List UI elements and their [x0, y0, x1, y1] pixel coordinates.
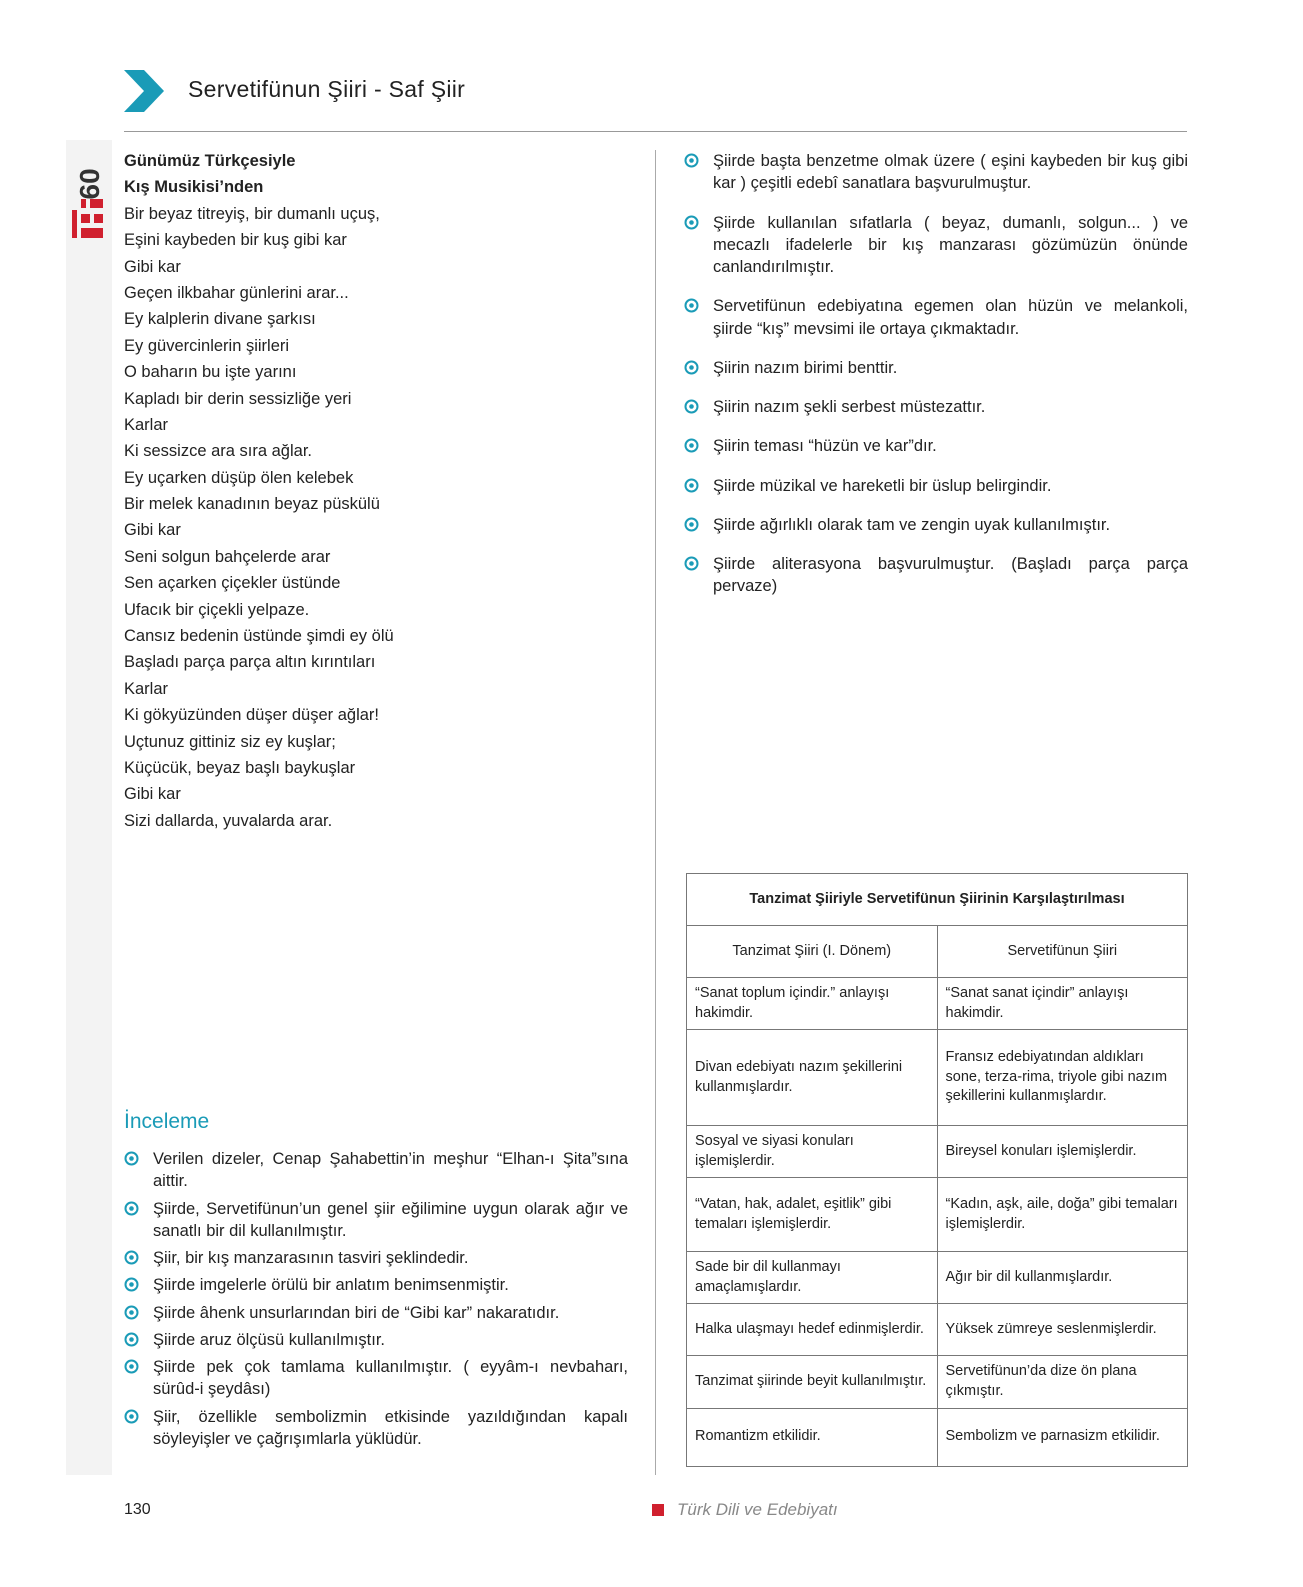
poem — [124, 148, 624, 834]
table-cell-tanzimat: Romantizm etkilidir. — [687, 1408, 938, 1466]
list-item-text: Şiirde aruz ölçüsü kullanılmıştır. — [153, 1330, 386, 1349]
poem-line: Ki gökyüzünden düşer düşer ağlar! — [124, 706, 379, 725]
table-cell-tanzimat: Sade bir dil kullanmayı amaçlamışlardır. — [687, 1252, 938, 1304]
bullet-icon — [124, 1359, 139, 1374]
list-item — [684, 150, 1188, 195]
poem-line: Ey kalplerin divane şarkısı — [124, 310, 316, 329]
list-item-text: Şiirin teması “hüzün ve kar”dır. — [713, 437, 937, 456]
list-item-text: Şiirde ağırlıklı olarak tam ve zengin uyak kullanılmıştır. — [713, 515, 1111, 534]
table-cell-tanzimat: Halka ulaşmayı hedef edinmişlerdir. — [687, 1304, 938, 1356]
section-heading: İnceleme — [124, 1110, 210, 1133]
table-row — [687, 1356, 1188, 1408]
poem-line: Karlar — [124, 415, 169, 434]
bullet-icon — [124, 1332, 139, 1347]
list-item-text: Şiir, özellikle sembolizmin etkisinde yazıldığından kapalı söyleyişler ve çağrışımlarla yüklüdür. — [153, 1407, 628, 1448]
bullet-icon — [684, 215, 699, 230]
poem-line: Gibi kar — [124, 785, 181, 804]
list-item-text: Şiirin nazım şekli serbest müstezattır. — [713, 398, 986, 417]
bullet-icon — [124, 1250, 139, 1265]
table-row — [687, 1126, 1188, 1178]
table-row — [687, 978, 1188, 1030]
table-cell-tanzimat: Tanzimat şiirinde beyit kullanılmıştır. — [687, 1356, 938, 1408]
list-item — [684, 435, 1188, 457]
list-item — [124, 1302, 628, 1324]
table-title: Tanzimat Şiiriyle Servetifünun Şiirinin Karşılaştırılması — [687, 874, 1188, 926]
footer-square-icon — [652, 1504, 664, 1516]
poem-line: Sizi dallarda, yuvalarda arar. — [124, 811, 333, 830]
analysis-list — [684, 150, 1188, 615]
list-item-text: Şiirde müzikal ve hareketli bir üslup belirgindir. — [713, 476, 1052, 495]
list-item — [684, 514, 1188, 536]
poem-line: Ey uçarken düşüp ölen kelebek — [124, 468, 354, 487]
poem-line: Seni solgun bahçelerde arar — [124, 547, 331, 566]
page-title: Servetifünun Şiiri - Saf Şiir — [188, 76, 466, 102]
page-number: 130 — [124, 1501, 151, 1518]
list-item — [684, 553, 1188, 598]
table-row — [687, 1178, 1188, 1252]
table-cell-servetifunun: “Sanat sanat içindir” anlayışı hakimdir. — [937, 978, 1188, 1030]
list-item-text: Şiirin nazım birimi benttir. — [713, 358, 898, 377]
list-item — [684, 212, 1188, 279]
table-cell-tanzimat: Divan edebiyatı nazım şekillerini kullanmışlardır. — [687, 1030, 938, 1126]
list-item-text: Şiirde, Servetifünun’un genel şiir eğilimine uygun olarak ağır ve sanatlı bir dil kullanılmıştır. — [153, 1199, 628, 1240]
list-item-text: Şiirde aliterasyona başvurulmuştur. (Başladı parça parça pervaze) — [713, 555, 1188, 596]
list-item — [124, 1356, 628, 1401]
list-item-text: Servetifünun edebiyatına egemen olan hüzün ve melankoli, şiirde “kış” mevsimi ile ortaya çıkmaktadır. — [713, 297, 1188, 338]
bullet-icon — [684, 517, 699, 532]
table-cell-servetifunun: Sembolizm ve parnasizm etkilidir. — [937, 1408, 1188, 1466]
bullet-icon — [684, 360, 699, 375]
bullet-icon — [684, 438, 699, 453]
table-cell-tanzimat: “Sanat toplum içindir.” anlayışı hakimdir. — [687, 978, 938, 1030]
poem-line: O baharın bu işte yarını — [124, 363, 297, 382]
table-header-servetifunun: Servetifünun Şiiri — [937, 926, 1188, 978]
poem-line: Karlar — [124, 679, 169, 698]
poem-line: Bir beyaz titreyiş, bir dumanlı uçuş, — [124, 204, 380, 223]
bullet-icon — [684, 298, 699, 313]
poem-line: Cansız bedenin üstünde şimdi ey ölü — [124, 627, 394, 646]
table-body — [687, 978, 1188, 1467]
bullet-icon — [684, 556, 699, 571]
list-item — [124, 1274, 628, 1296]
list-item — [124, 1198, 628, 1243]
poem-lines — [124, 201, 624, 834]
chevron-right-icon — [124, 70, 166, 112]
bullet-icon — [124, 1151, 139, 1166]
list-item — [684, 295, 1188, 340]
list-item-text: Şiirde pek çok tamlama kullanılmıştır. ( eyyâm-ı nevbaharı, sürûd-i şeydâsı) — [153, 1358, 628, 1399]
poem-line: Başladı parça parça altın kırıntıları — [124, 653, 376, 672]
bullet-icon — [124, 1201, 139, 1216]
poem-line: Eşini kaybeden bir kuş gibi kar — [124, 231, 347, 250]
comparison-table — [686, 873, 1188, 1467]
table-cell-servetifunun: Ağır bir dil kullanmışlardır. — [937, 1252, 1188, 1304]
list-item-text: Şiirde imgelerle örülü bir anlatım benimsenmiştir. — [153, 1276, 509, 1295]
table-cell-servetifunun: Yüksek zümreye seslenmişlerdir. — [937, 1304, 1188, 1356]
bullet-icon — [124, 1305, 139, 1320]
bullet-icon — [124, 1277, 139, 1292]
list-item — [684, 475, 1188, 497]
side-strip — [66, 140, 112, 1475]
list-item — [124, 1329, 628, 1351]
poem-line: Ufacık bir çiçekli yelpaze. — [124, 600, 310, 619]
table-row — [687, 1304, 1188, 1356]
list-item — [684, 357, 1188, 379]
bullet-icon — [684, 153, 699, 168]
bullet-icon — [684, 399, 699, 414]
list-item-text: Şiirde başta benzetme olmak üzere ( eşini kaybeden bir kuş gibi kar ) çeşitli edebî sanatlara başvurulmuştur. — [713, 152, 1188, 193]
poem-line: Uçtunuz gittiniz siz ey kuşlar; — [124, 732, 336, 751]
list-item — [124, 1406, 628, 1451]
table-cell-servetifunun: “Kadın, aşk, aile, doğa” gibi temaları işlemişlerdir. — [937, 1178, 1188, 1252]
table-cell-servetifunun: Servetifünun’da dize ön plana çıkmıştır. — [937, 1356, 1188, 1408]
header-divider — [124, 131, 1187, 132]
table-row — [687, 1030, 1188, 1126]
poem-line: Gibi kar — [124, 257, 181, 276]
poem-line: Ey güvercinlerin şiirleri — [124, 336, 290, 355]
poem-line: Ki sessizce ara sıra ağlar. — [124, 442, 312, 461]
list-item-text: Şiirde âhenk unsurlarından biri de “Gibi kar” nakaratıdır. — [153, 1303, 560, 1322]
bullet-icon — [684, 478, 699, 493]
poem-line: Küçücük, beyaz başlı baykuşlar — [124, 758, 356, 777]
list-item — [124, 1247, 628, 1269]
bullet-icon — [124, 1409, 139, 1424]
table-cell-servetifunun: Fransız edebiyatından aldıkları sone, terza-rima, triyole gibi nazım şekillerini kullanmışlardır. — [937, 1030, 1188, 1126]
book-title: Türk Dili ve Edebiyatı — [677, 1500, 838, 1519]
table-header-tanzimat: Tanzimat Şiiri (I. Dönem) — [687, 926, 938, 978]
poem-line: Kapladı bir derin sessizliğe yeri — [124, 389, 352, 408]
poem-line: Bir melek kanadının beyaz püskülü — [124, 495, 380, 514]
table-cell-tanzimat: “Vatan, hak, adalet, eşitlik” gibi temaları işlemişlerdir. — [687, 1178, 938, 1252]
table-row — [687, 1252, 1188, 1304]
poem-line: Geçen ilkbahar günlerini arar... — [124, 283, 349, 302]
poem-title: Kış Musikisi’nden — [124, 178, 264, 197]
poem-line: Gibi kar — [124, 521, 181, 540]
list-item-text: Şiirde kullanılan sıfatlarla ( beyaz, dumanlı, solgun... ) ve mecazlı ifadelerle bir kış manzarası gözümüzün önünde canlandırılmıştır. — [713, 213, 1188, 277]
column-divider — [655, 150, 656, 1475]
poem-line: Sen açarken çiçekler üstünde — [124, 574, 341, 593]
list-item — [124, 1148, 628, 1193]
table-cell-tanzimat: Sosyal ve siyasi konuları işlemişlerdir. — [687, 1126, 938, 1178]
inceleme-list — [124, 1148, 628, 1455]
list-item-text: Verilen dizeler, Cenap Şahabettin’in meşhur “Elhan-ı Şita”sına aittir. — [153, 1150, 628, 1191]
table-cell-servetifunun: Bireysel konuları işlemişlerdir. — [937, 1126, 1188, 1178]
poem-heading: Günümüz Türkçesiyle — [124, 152, 296, 170]
table-row — [687, 1408, 1188, 1466]
unit-label — [66, 150, 112, 260]
list-item — [684, 396, 1188, 418]
list-item-text: Şiir, bir kış manzarasının tasviri şeklindedir. — [153, 1249, 469, 1268]
unit-number: 09 — [74, 168, 105, 200]
